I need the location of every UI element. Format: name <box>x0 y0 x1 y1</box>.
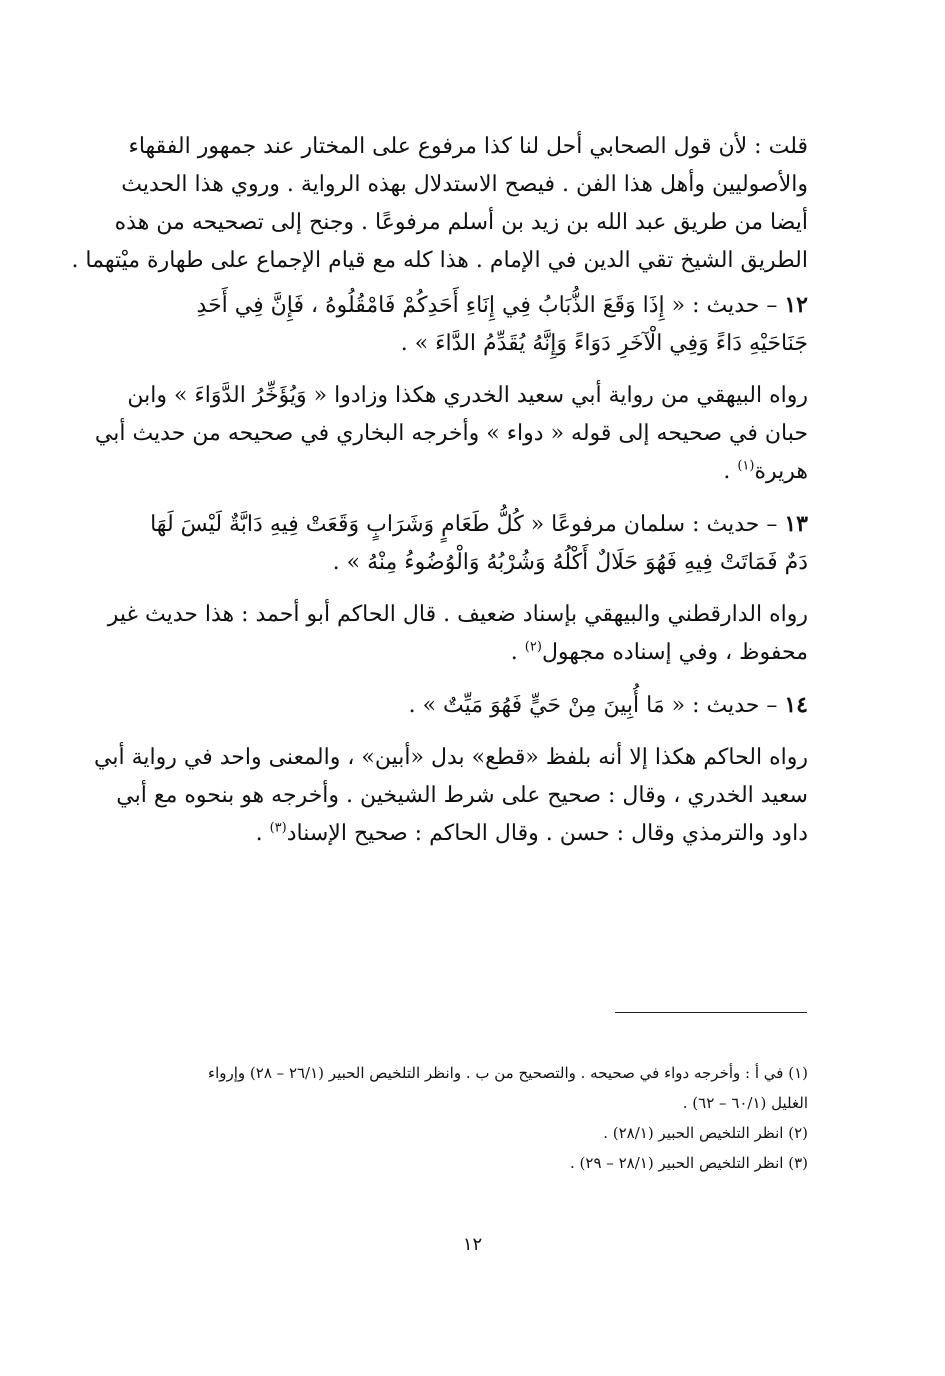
text-fragment: . <box>255 821 270 846</box>
footnote-ref[interactable]: (١) <box>737 458 755 474</box>
text-line <box>140 453 808 491</box>
text-fragment: . <box>510 640 525 665</box>
footnote-line: (٢) انظر التلخيص الحبير (٢٨/١) . <box>603 1124 808 1142</box>
text-line: حبان في صحيحه إلى قوله « دواء » وأخرجه البخاري في صحيحه من حديث أبي <box>94 421 808 446</box>
hadith-text: – حديث : « إِذَا وَقَعَ الذُّبَابُ فِي إِنَاءِ أَحَدِكُمْ فَامْقُلُوهُ ، فَإِنَّ فِي أَحَدِ <box>196 293 778 318</box>
footnote-ref[interactable]: (٣) <box>269 820 287 836</box>
hadith-line <box>140 505 808 544</box>
page-number: ١٢ <box>462 1234 483 1255</box>
text-line: الطريق الشيخ تقي الدين في الإمام . هذا كله مع قيام الإجماع على طهارة ميْتهما . <box>71 248 808 273</box>
text-fragment: داود والترمذي وقال : حسن . وقال الحاكم : صحيح الإسناد <box>286 821 808 846</box>
hadith-13 <box>140 505 808 582</box>
text-line: رواه البيهقي من رواية أبي سعيد الخدري هكذا وزادوا « وَيُؤَخِّرُ الدَّوَاءَ » وابن <box>127 383 808 408</box>
text-line: أيضا من طريق عبد الله بن زيد بن أسلم مرفوعًا . وجنح إلى تصحيحه من هذه <box>114 210 808 235</box>
paragraph-commentary <box>71 128 808 280</box>
paragraph-takhrij-12 <box>94 377 808 491</box>
main-text <box>71 128 808 859</box>
footnote-line: الغليل (٦٠/١ – ٦٢) . <box>682 1094 808 1112</box>
hadith-text: – حديث : « مَا أُبِينَ مِنْ حَيٍّ فَهُوَ مَيِّتٌ » . <box>408 693 778 718</box>
hadith-12 <box>140 286 808 363</box>
hadith-text: – حديث : سلمان مرفوعًا « كُلُّ طَعَامٍ وَشَرَابٍ وَقَعَتْ فِيهِ دَابَّةٌ لَيْسَ لَهَا <box>150 512 778 537</box>
hadith-line: جَنَاحَيْهِ دَاءً وَفِي الْآخَرِ دَوَاءً وَإِنَّهُ يُقَدِّمُ الدَّاءَ » . <box>400 331 808 356</box>
footnote-line: (٣) انظر التلخيص الحبير (٢٨/١ – ٢٩) . <box>570 1154 808 1172</box>
hadith-number: ١٣ <box>784 511 808 537</box>
text-line: قلت : لأن قول الصحابي أحل لنا كذا مرفوع على المختار عند جمهور الفقهاء <box>128 134 808 159</box>
text-line <box>140 815 808 853</box>
hadith-line <box>140 686 808 725</box>
text-fragment: محفوظ ، وفي إسناده مجهول <box>541 640 808 665</box>
text-fragment: هريرة <box>754 459 808 484</box>
paragraph-takhrij-13 <box>107 596 808 672</box>
footnote-ref[interactable]: (٢) <box>524 639 542 655</box>
hadith-14 <box>140 686 808 725</box>
text-line <box>140 634 808 672</box>
footnote-line: (١) في أ : وأخرجه دواء في صحيحه . والتصحيح من ب . وانظر التلخيص الحبير (٢٦/١ – ٢٨) وإرواء <box>208 1064 808 1082</box>
text-line: سعيد الخدري ، وقال : صحيح على شرط الشيخين . وأخرجه هو بنحوه مع أبي <box>116 783 808 808</box>
text-line: والأصوليين وأهل هذا الفن . فيصح الاستدلال بهذه الرواية . وروي هذا الحديث <box>121 172 808 197</box>
footnotes <box>140 1058 808 1178</box>
text-line: رواه الحاكم هكذا إلا أنه بلفظ «قطع» بدل «أبين» ، والمعنى واحد في رواية أبي <box>94 745 808 770</box>
text-line: رواه الدارقطني والبيهقي بإسناد ضعيف . قال الحاكم أبو أحمد : هذا حديث غير <box>107 602 808 627</box>
hadith-line: دَمٌ فَمَاتَتْ فِيهِ فَهُوَ حَلَالٌ أَكْلُهُ وَشُرْبُهُ وَالْوُضُوءُ مِنْهُ » . <box>332 550 808 575</box>
hadith-number: ١٢ <box>784 292 808 318</box>
footnote-divider <box>615 1012 807 1013</box>
hadith-number: ١٤ <box>784 692 808 718</box>
hadith-line <box>140 286 808 325</box>
paragraph-takhrij-14 <box>94 739 808 853</box>
text-fragment: . <box>723 459 738 484</box>
